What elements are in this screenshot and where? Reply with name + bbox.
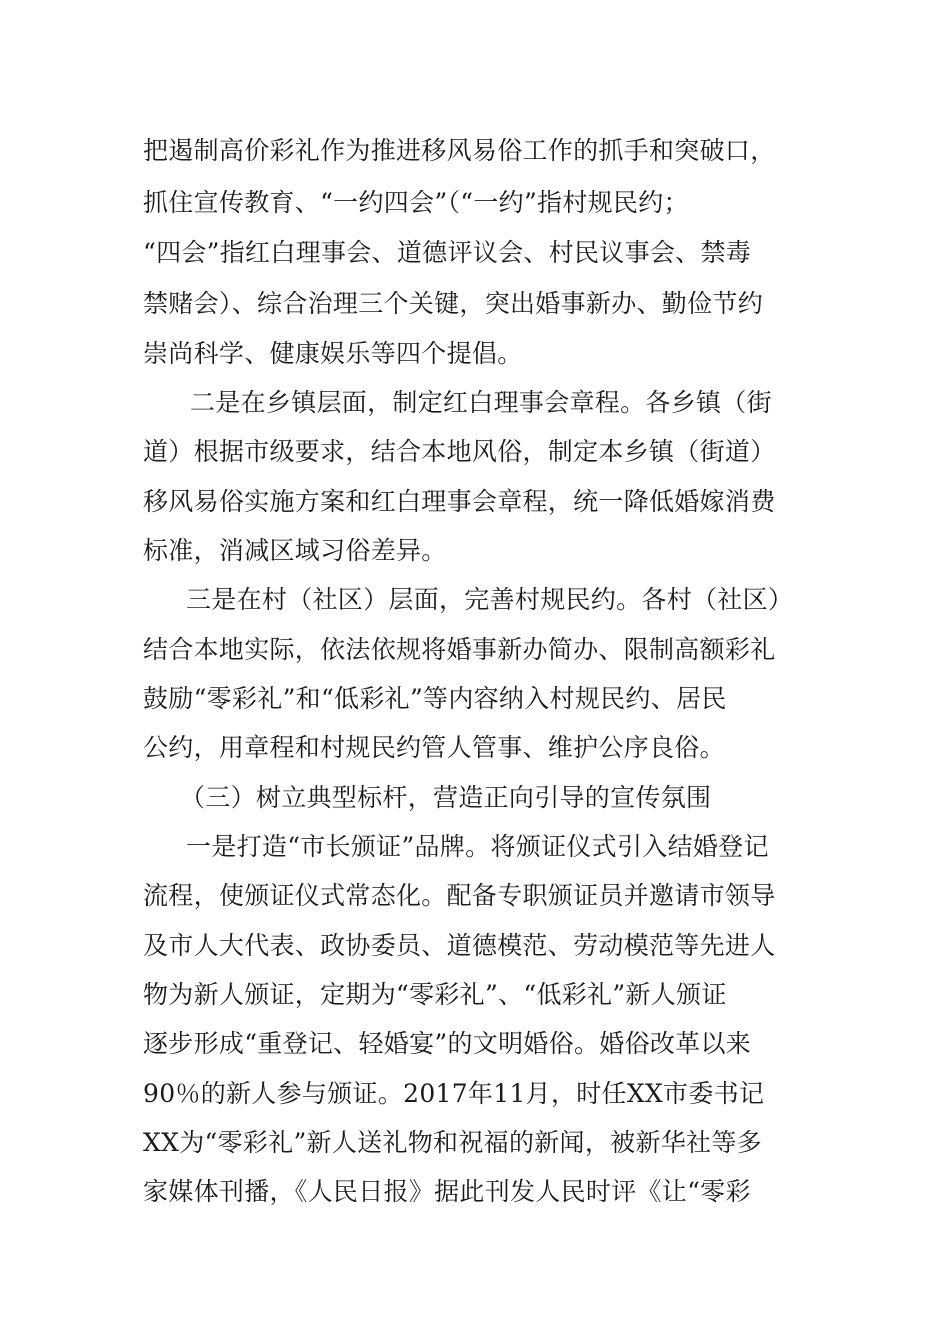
text-line: 禁赌会）、综合治理三个关键，突出婚事新办、勤俭节约 bbox=[143, 289, 764, 318]
text-line: 家媒体刊播，《人民日报》据此刊发人民时评《让“零彩 bbox=[143, 1177, 751, 1206]
text-line: 及市人大代表、政协委员、道德模范、劳动模范等先进人 bbox=[143, 931, 776, 960]
text-line: 二是在乡镇层面，制定红白理事会章程。各乡镇（街 bbox=[190, 388, 772, 417]
text-line: 移风易俗实施方案和红白理事会章程，统一降低婚嫁消费 bbox=[143, 487, 776, 516]
text-line: 标准，消减区域习俗差异。 bbox=[143, 536, 447, 565]
text-line: “四会”指红白理事会、道德评议会、村民议事会、禁毒 bbox=[143, 238, 752, 267]
text-line: 一是打造“市长颁证”品牌。将颁证仪式引入结婚登记 bbox=[186, 832, 769, 861]
text-line: 抓住宣传教育、“一约四会”（“一约”指村规民约； bbox=[143, 188, 689, 217]
section-heading: （三）树立典型标杆，营造正向引导的宣传氛围 bbox=[180, 783, 712, 812]
text-line: 物为新人颁证，定期为“零彩礼”、“低彩礼”新人颁证 bbox=[143, 980, 727, 1009]
text-line: 结合本地实际，依法依规将婚事新办简办、限制高额彩礼 bbox=[143, 635, 776, 664]
text-line: XX为“零彩礼”新人送礼物和祝福的新闻，被新华社等多 bbox=[143, 1128, 762, 1157]
text-line: 公约，用章程和村规民约管人管事、维护公序良俗。 bbox=[143, 733, 725, 762]
text-line: 崇尚科学、健康娱乐等四个提倡。 bbox=[143, 339, 523, 368]
text-line: 把遏制高价彩礼作为推进移风易俗工作的抓手和突破口， bbox=[143, 136, 776, 165]
text-line: 流程，使颁证仪式常态化。配备专职颁证员并邀请市领导 bbox=[143, 881, 776, 910]
text-line: 逐步形成“重登记、轻婚宴”的文明婚俗。婚俗改革以来 bbox=[143, 1029, 752, 1058]
text-line: 鼓励“零彩礼”和“低彩礼”等内容纳入村规民约、居民 bbox=[143, 684, 727, 713]
text-line: 道）根据市级要求，结合本地风俗，制定本乡镇（街道） bbox=[143, 437, 776, 466]
text-line: 90％的新人参与颁证。2017年11月，时任XX市委书记 bbox=[143, 1079, 765, 1108]
text-line: 三是在村（社区）层面，完善村规民约。各村（社区） bbox=[186, 585, 794, 614]
